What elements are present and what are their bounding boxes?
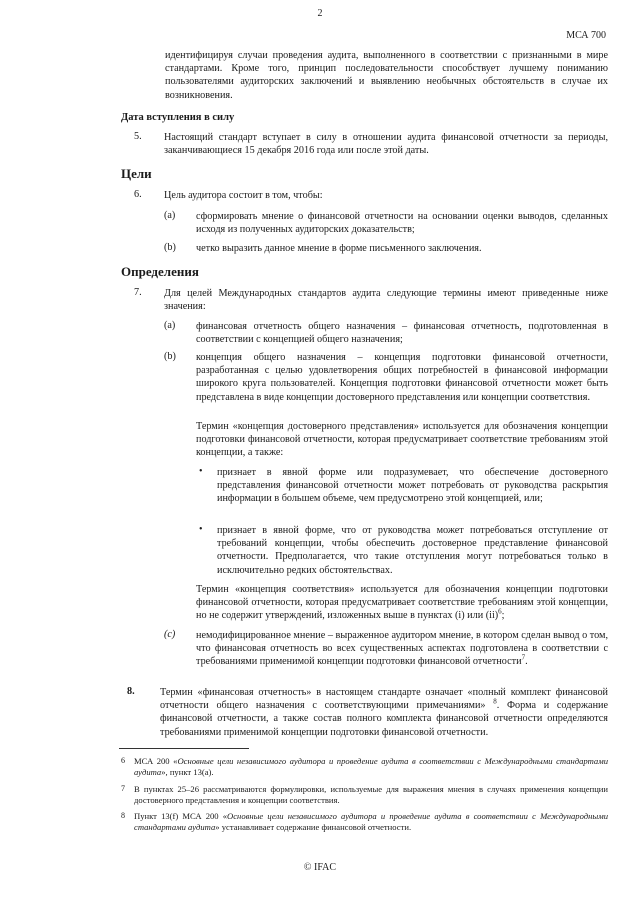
fair-presentation-intro: Термин «концепция достоверного представления» используется для обозначения концепции подготовки финансовой отчетности, которая предусматривает соответствие требованиям этой концепции, а также: [196,421,608,459]
definition-b-label: (b) [164,351,176,362]
objectives-heading: Цели [121,166,152,181]
definition-b-text: концепция общего назначения – концепция подготовки финансовой отчетности, разработанная с целью удовлетворения общих потребностей в финансовой информации широкого круга пользователей. Концепция подготовки финансовой отчетности может быть представлена в виде концепции достоверного представления или концепции соответствия. [196,352,608,403]
paragraph-6-number: 6. [134,189,142,200]
paragraph-7-number: 7. [134,287,142,298]
fair-presentation-bullet-2: признает в явной форме, что от руководства может потребоваться отступление от требований концепции, чтобы обеспечить достоверное представление финансовой отчетности. Предполагается, что такие отступления могут потребоваться только в исключительно редких обстоятельствах. [217,525,608,576]
paragraph-5-number: 5. [134,131,142,142]
footnote-6-text: МСА 200 «Основные цели независимого аудитора и проведение аудита в соответствии с Международными стандартами аудита», пункт 13(a). [134,756,608,777]
footnote-7-text: В пунктах 25–26 рассматриваются формулировки, используемые для выражения мнения в случаях применения концепции достоверного представления и концепции соответствия. [134,784,608,805]
footnote-8-text: Пункт 13(f) МСА 200 «Основные цели независимого аудитора и проведение аудита в соответствии с Международными стандартами аудита» устанавливает содержание финансовой отчетности. [134,811,608,832]
footnote-8-number: 8 [121,811,125,820]
footnote-ref-7: 7 [521,654,526,663]
bullet-icon: • [199,524,203,535]
objective-b-label: (b) [164,242,176,253]
paragraph-7-text: Для целей Международных стандартов аудита следующие термины имеют приведенные ниже значения: [164,288,608,313]
footnote-ref-6: 6 [498,608,502,617]
bullet-icon: • [199,466,203,477]
paragraph-8-number: 8. [127,686,135,697]
definition-a-label: (a) [164,320,176,331]
fair-presentation-bullet-1: признает в явной форме или подразумевает, что обеспечение достоверного представления финансовой отчетности может потребовать от руководства раскрытия информации в большем объеме, чем предусмотрено этой концепцией, или; [217,467,608,505]
page-number: 2 [317,8,323,19]
paragraph-6-text: Цель аудитора состоит в том, чтобы: [164,190,323,201]
objective-b-text: четко выразить данное мнение в форме письменного заключения. [196,243,482,254]
footnote-divider [119,748,249,749]
page-footer: © IFAC [303,862,337,873]
paragraph-8-text: Термин «финансовая отчетность» в настоящем стандарте означает «полный комплект финансовой отчетности общего назначения с соответствующими примечаниями» $^8$. Форма и содержание финансовой отчетности, а также состав полного комплекта финансовой отчетности определяются требованиями применимой концепции подготовки финансовой отчетности. [160,687,608,738]
objective-a-label: (a) [164,210,176,221]
definition-a-text: финансовая отчетность общего назначения – финансовая отчетность, подготовленная в соответствии с концепцией общего назначения; [196,321,608,346]
definitions-heading: Определения [121,264,199,279]
intro-continuation: идентифицируя случаи проведения аудита, выполненного в соответствии с признанными в мире стандартами. Кроме того, принцип последовательности способствует лучшему пониманию пользователями аудиторских заключений и выявлению необычных обстоятельств в случае их возникновения. [165,50,608,101]
footnote-7-number: 7 [121,784,125,793]
footnote-ref-8: 8 [493,697,497,706]
paragraph-5-text: Настоящий стандарт вступает в силу в отношении аудита финансовой отчетности за периоды, заканчивающиеся 15 декабря 2016 года или после этой даты. [164,132,608,157]
footnote-6-number: 6 [121,756,125,765]
compliance-framework-text: Термин «концепция соответствия» используется для обозначения концепции подготовки финансовой отчетности, которая предусматривает соответствие требованиям этой концепции, но не содержит утверждений, изложенных выше в пунктах (i) или (ii)$^6$; [196,584,608,622]
document-code: МСА 700 [566,30,606,41]
effective-date-heading: Дата вступления в силу [121,112,235,123]
objective-a-text: сформировать мнение о финансовой отчетности на основании оценки выводов, сделанных исходя из полученных аудиторских доказательств; [196,211,608,236]
definition-c-text: немодифицированное мнение – выраженное аудитором мнение, в котором сделан вывод о том, что финансовая отчетность во всех существенных аспектах подготовлена в соответствии с требованиями применимой концепции подготовки финансовой отчетности$^7$. [196,630,608,668]
definition-c-label: (c) [164,629,176,640]
